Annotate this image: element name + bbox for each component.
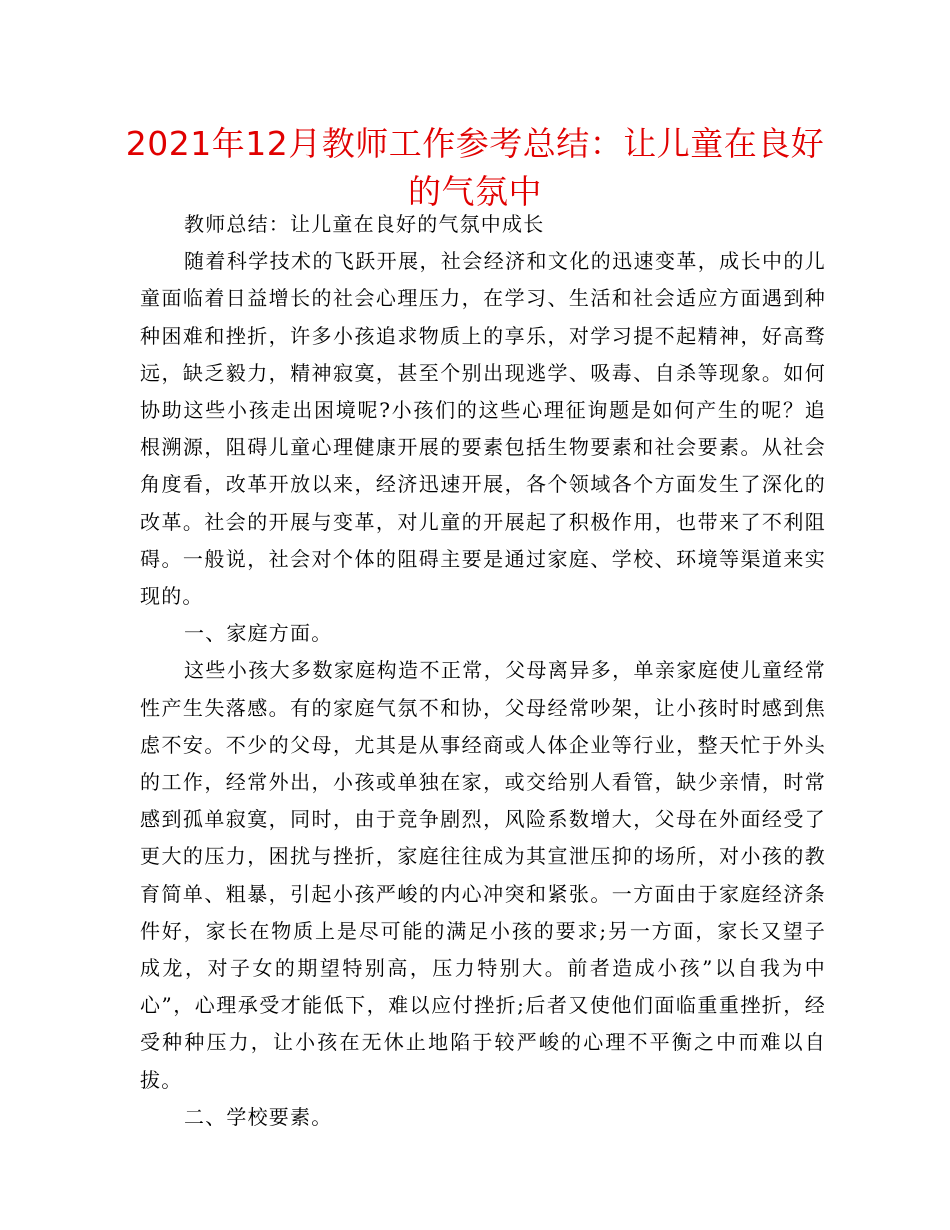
intro-paragraph: 随着科学技术的飞跃开展，社会经济和文化的迅速变革，成长中的儿童面临着日益增长的社会心理压力，在学习、生活和社会适应方面遇到种种困难和挫折，许多小孩追求物质上的享乐，对学习提不起精神，好高骛远，缺乏毅力，精神寂寞，甚至个别出现逃学、吸毒、自杀等现象。如何协助这些小孩走出困境呢?小孩们的这些心理征询题是如何产生的呢？追根溯源，阻碍儿童心理健康开展的要素包括生物要素和社会要素。从社会角度看，改革开放以来，经济迅速开展，各个领域各个方面发生了深化的改革。社会的开展与变革，对儿童的开展起了积极作用，也带来了不利阻碍。一般说，社会对个体的阻碍主要是通过家庭、学校、环境等渠道来实现的。 xyxy=(140,249,826,609)
document-body xyxy=(140,206,826,1136)
section-heading-family: 一、家庭方面。 xyxy=(184,621,333,646)
document-title: 2021年12月教师工作参考总结：让儿童在良好的气氛中 xyxy=(125,124,825,211)
family-paragraph: 这些小孩大多数家庭构造不正常，父母离异多，单亲家庭使儿童经常性产生失落感。有的家庭气氛不和协，父母经常吵架，让小孩时时感到焦虑不安。不少的父母，尤其是从事经商或人体企业等行业，整天忙于外头的工作，经常外出，小孩或单独在家，或交给别人看管，缺少亲情，时常感到孤单寂寞，同时，由于竞争剧烈，风险系数增大，父母在外面经受了更大的压力，困扰与挫折，家庭往往成为其宣泄压抑的场所，对小孩的教育简单、粗暴，引起小孩严峻的内心冲突和紧张。一方面由于家庭经济条件好，家长在物质上是尽可能的满足小孩的要求;另一方面，家长又望子成龙，对子女的期望特别高，压力特别大。前者造成小孩”以自我为中心”，心理承受才能低下，难以应付挫折;后者又使他们面临重重挫折，经受种种压力，让小孩在无休止地陷于较严峻的心理不平衡之中而难以自拔。 xyxy=(140,658,826,1092)
subtitle-paragraph: 教师总结：让儿童在良好的气氛中成长 xyxy=(184,212,545,236)
section-heading-school: 二、学校要素。 xyxy=(184,1104,333,1129)
